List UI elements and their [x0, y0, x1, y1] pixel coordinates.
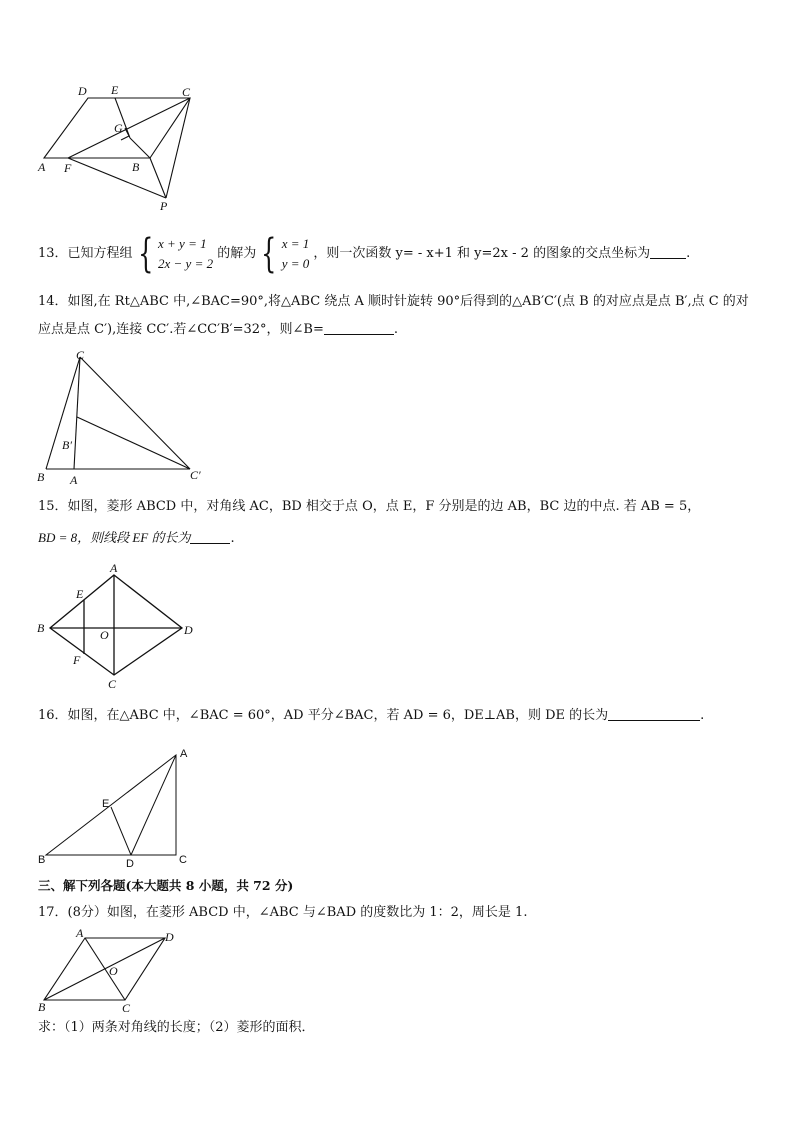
figure-q14 [30, 345, 215, 485]
label-P: P [160, 199, 168, 213]
label-C: C [122, 1001, 131, 1015]
label-B: B [38, 854, 46, 866]
label-C: C [76, 348, 85, 362]
answer-blank[interactable] [324, 320, 394, 335]
label-B: B [38, 1000, 46, 1014]
label-A: A [110, 561, 118, 575]
label-F: F [64, 161, 72, 175]
brace-icon: { [137, 230, 153, 277]
question-16 [38, 706, 704, 726]
label-E: E [111, 83, 119, 97]
answer-blank[interactable] [608, 706, 700, 721]
question-13 [38, 230, 690, 278]
answer-blank[interactable] [190, 529, 230, 544]
label-D: D [78, 84, 87, 98]
q13-sol1: x = 1 [281, 235, 310, 251]
label-E: E [76, 587, 84, 601]
q15-end: . [230, 531, 235, 546]
brace-icon: { [261, 230, 277, 277]
label-A: A [70, 473, 78, 485]
answer-blank[interactable] [650, 244, 686, 259]
q13-end: . [686, 246, 691, 261]
label-D: D [126, 858, 134, 870]
question-15 [38, 497, 700, 549]
q13-sol2: y = 0 [281, 255, 310, 271]
q15-line2: BD = 8，则线段 EF 的长为 [38, 530, 191, 545]
q14-end: . [393, 322, 399, 337]
label-C: C [182, 85, 191, 99]
label-C: C [179, 854, 187, 866]
q13-suffix: ，则一次函数 y= - x+1 和 y=2x - 2 的图象的交点坐标为 [313, 246, 651, 261]
label-B: B [37, 470, 45, 484]
label-O: O [100, 628, 109, 642]
q15-line1: 15．如图，菱形 ABCD 中，对角线 AC，BD 相交于点 O，点 E，F 分别是的边 AB，BC 边的中点. 若 AB = 5， [38, 499, 701, 514]
label-B-prime: B′ [62, 438, 72, 452]
figure-q16 [36, 745, 196, 870]
figure-q15 [32, 560, 207, 690]
label-B: B [37, 621, 45, 635]
q16-text: 16．如图，在△ABC 中，∠BAC = 60°，AD 平分∠BAC，若 AD = 6，DE⊥AB，则 DE 的长为 [38, 708, 609, 723]
q16-end: . [700, 708, 705, 723]
section-3-title: 三、解下列各题(本大题共 8 小题，共 72 分) [38, 878, 294, 893]
label-B: B [132, 160, 140, 174]
label-A: A [180, 748, 188, 760]
label-C: C [108, 677, 117, 690]
q13-prefix: 13．已知方程组 [38, 246, 133, 261]
figure-q12 [32, 80, 202, 215]
label-A: A [76, 926, 84, 940]
q14-line2: 应点是点 C′),连接 CC′.若∠CC′B′=32°，则∠B= [38, 322, 324, 337]
label-D: D [184, 623, 193, 637]
label-G: G [114, 121, 123, 135]
q13-mid: 的解为 [217, 246, 257, 261]
q14-line1: 14．如图,在 Rt△ABC 中,∠BAC=90°,将△ABC 绕点 A 顺时针旋转 90°后得到的△AB′C′(点 B 的对应点是点 B′,点 C 的对 [38, 294, 749, 309]
question-17: 17．(8分）如图，在菱形 ABCD 中，∠ABC 与∠BAD 的度数比为 1：2，周长是 1. [38, 905, 528, 920]
question-17-ask: 求：（1）两条对角线的长度；（2）菱形的面积． [38, 1020, 315, 1035]
figure-q17 [32, 925, 182, 1017]
label-A: A [38, 160, 46, 174]
question-14 [38, 292, 749, 340]
label-E: E [102, 798, 110, 810]
label-F: F [73, 653, 81, 667]
label-C-prime: C′ [190, 468, 201, 482]
q13-eq1: x + y = 1 [158, 235, 207, 251]
label-O: O [109, 964, 118, 978]
label-D: D [165, 930, 174, 944]
q13-eq2: 2x − y = 2 [158, 255, 214, 271]
